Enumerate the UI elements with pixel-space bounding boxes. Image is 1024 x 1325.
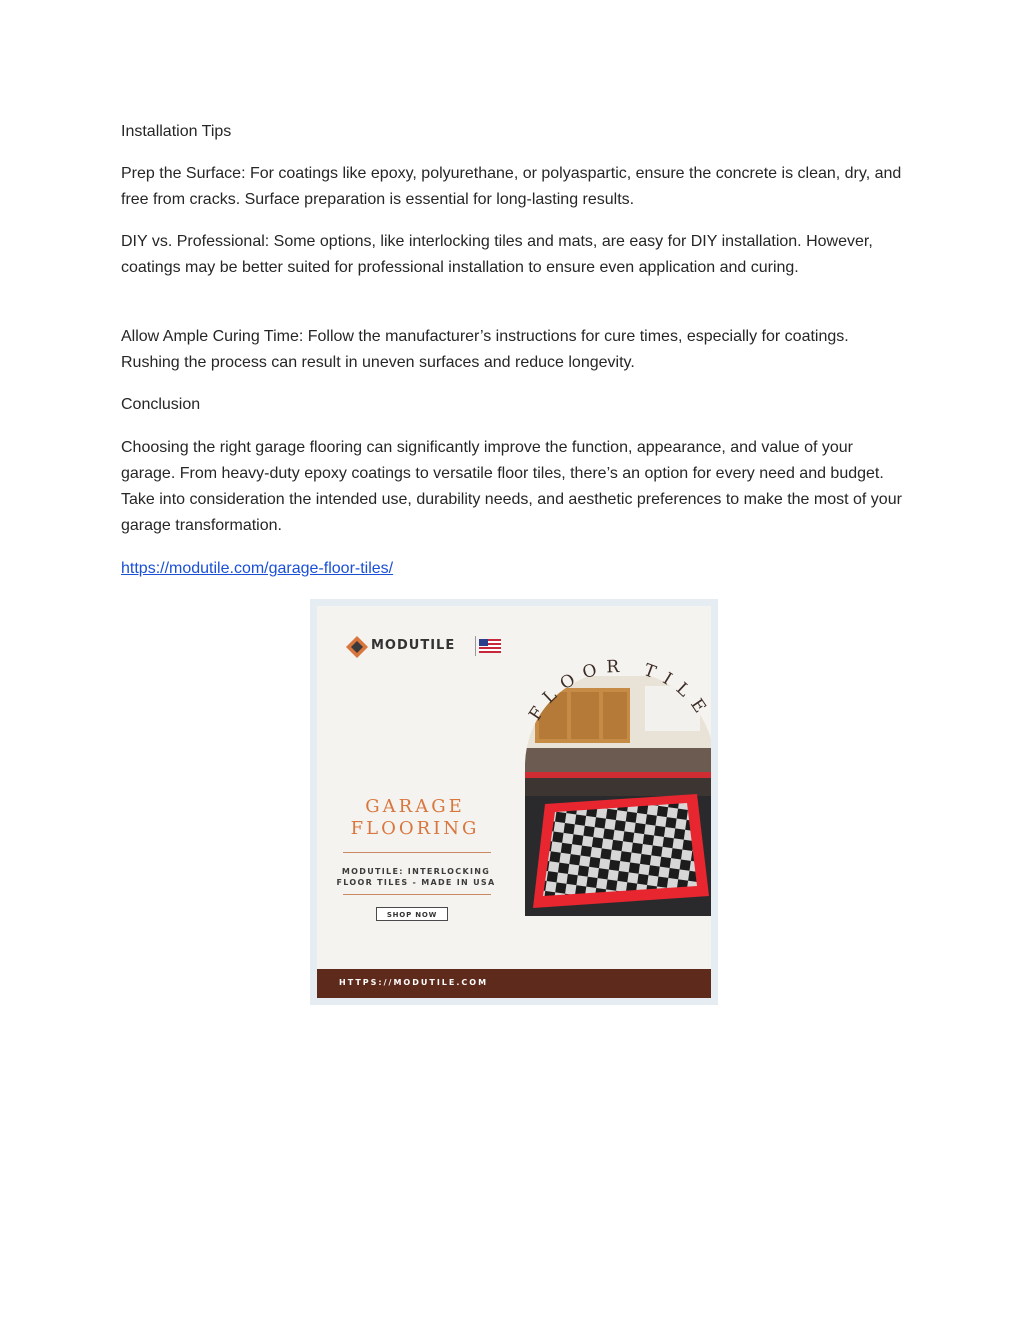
paragraph-prep-surface: Prep the Surface: For coatings like epoxy, polyurethane, or polyaspartic, ensure the concrete is clean, dry, and free from cracks. Surface preparation is essential for long-lasting results.	[121, 165, 902, 208]
tagline-line-2: FLOOR TILES - MADE IN USA	[336, 878, 496, 887]
heading-installation-tips: Installation Tips	[121, 123, 232, 140]
headline-line-1: GARAGE	[365, 796, 465, 817]
logo-separator	[475, 636, 476, 656]
heading-conclusion: Conclusion	[121, 396, 201, 413]
headline-line-2: FLOORING	[350, 818, 480, 839]
advert-headline	[335, 796, 495, 840]
modutile-logo-icon	[345, 635, 369, 659]
modutile-logo	[345, 630, 505, 664]
divider-bottom	[343, 894, 491, 895]
paragraph-diy-professional: DIY vs. Professional: Some options, like interlocking tiles and mats, are easy for DIY installation. However, coatings may be better suited for professional installation to ensure even application and curing.	[121, 233, 873, 276]
advert-footer-url: HTTPS://MODUTILE.COM	[339, 978, 489, 987]
advert-footer-bar	[317, 969, 711, 998]
garage-floor-tiles-link[interactable]: https://modutile.com/garage-floor-tiles/	[121, 560, 394, 577]
usa-flag-icon	[479, 639, 501, 653]
paragraph-conclusion: Choosing the right garage flooring can significantly improve the function, appearance, and value of your garage. From heavy-duty epoxy coatings to versatile floor tiles, there’s an option for every need and budget. Take into consideration the intended use, durability needs, and aesthetic preferences to make the most of your garage transformation.	[121, 439, 902, 534]
paragraph-curing-time: Allow Ample Curing Time: Follow the manufacturer’s instructions for cure times, especially for coatings. Rushing the process can result in uneven surfaces and reduce longevity.	[121, 328, 849, 371]
floor-tile-arc-title	[510, 654, 715, 774]
advert-canvas	[317, 606, 715, 998]
tagline-line-1: MODUTILE: INTERLOCKING	[341, 867, 491, 876]
divider-top	[343, 852, 491, 853]
advert-tagline	[331, 866, 501, 888]
arc-title-text: FLOOR TILE	[525, 656, 715, 725]
svg-text:FLOOR TILE	[525, 656, 715, 725]
shop-now-button[interactable]: SHOP NOW	[376, 907, 448, 921]
modutile-advert-image	[310, 599, 718, 1005]
logo-wordmark: MODUTILE	[371, 638, 456, 653]
